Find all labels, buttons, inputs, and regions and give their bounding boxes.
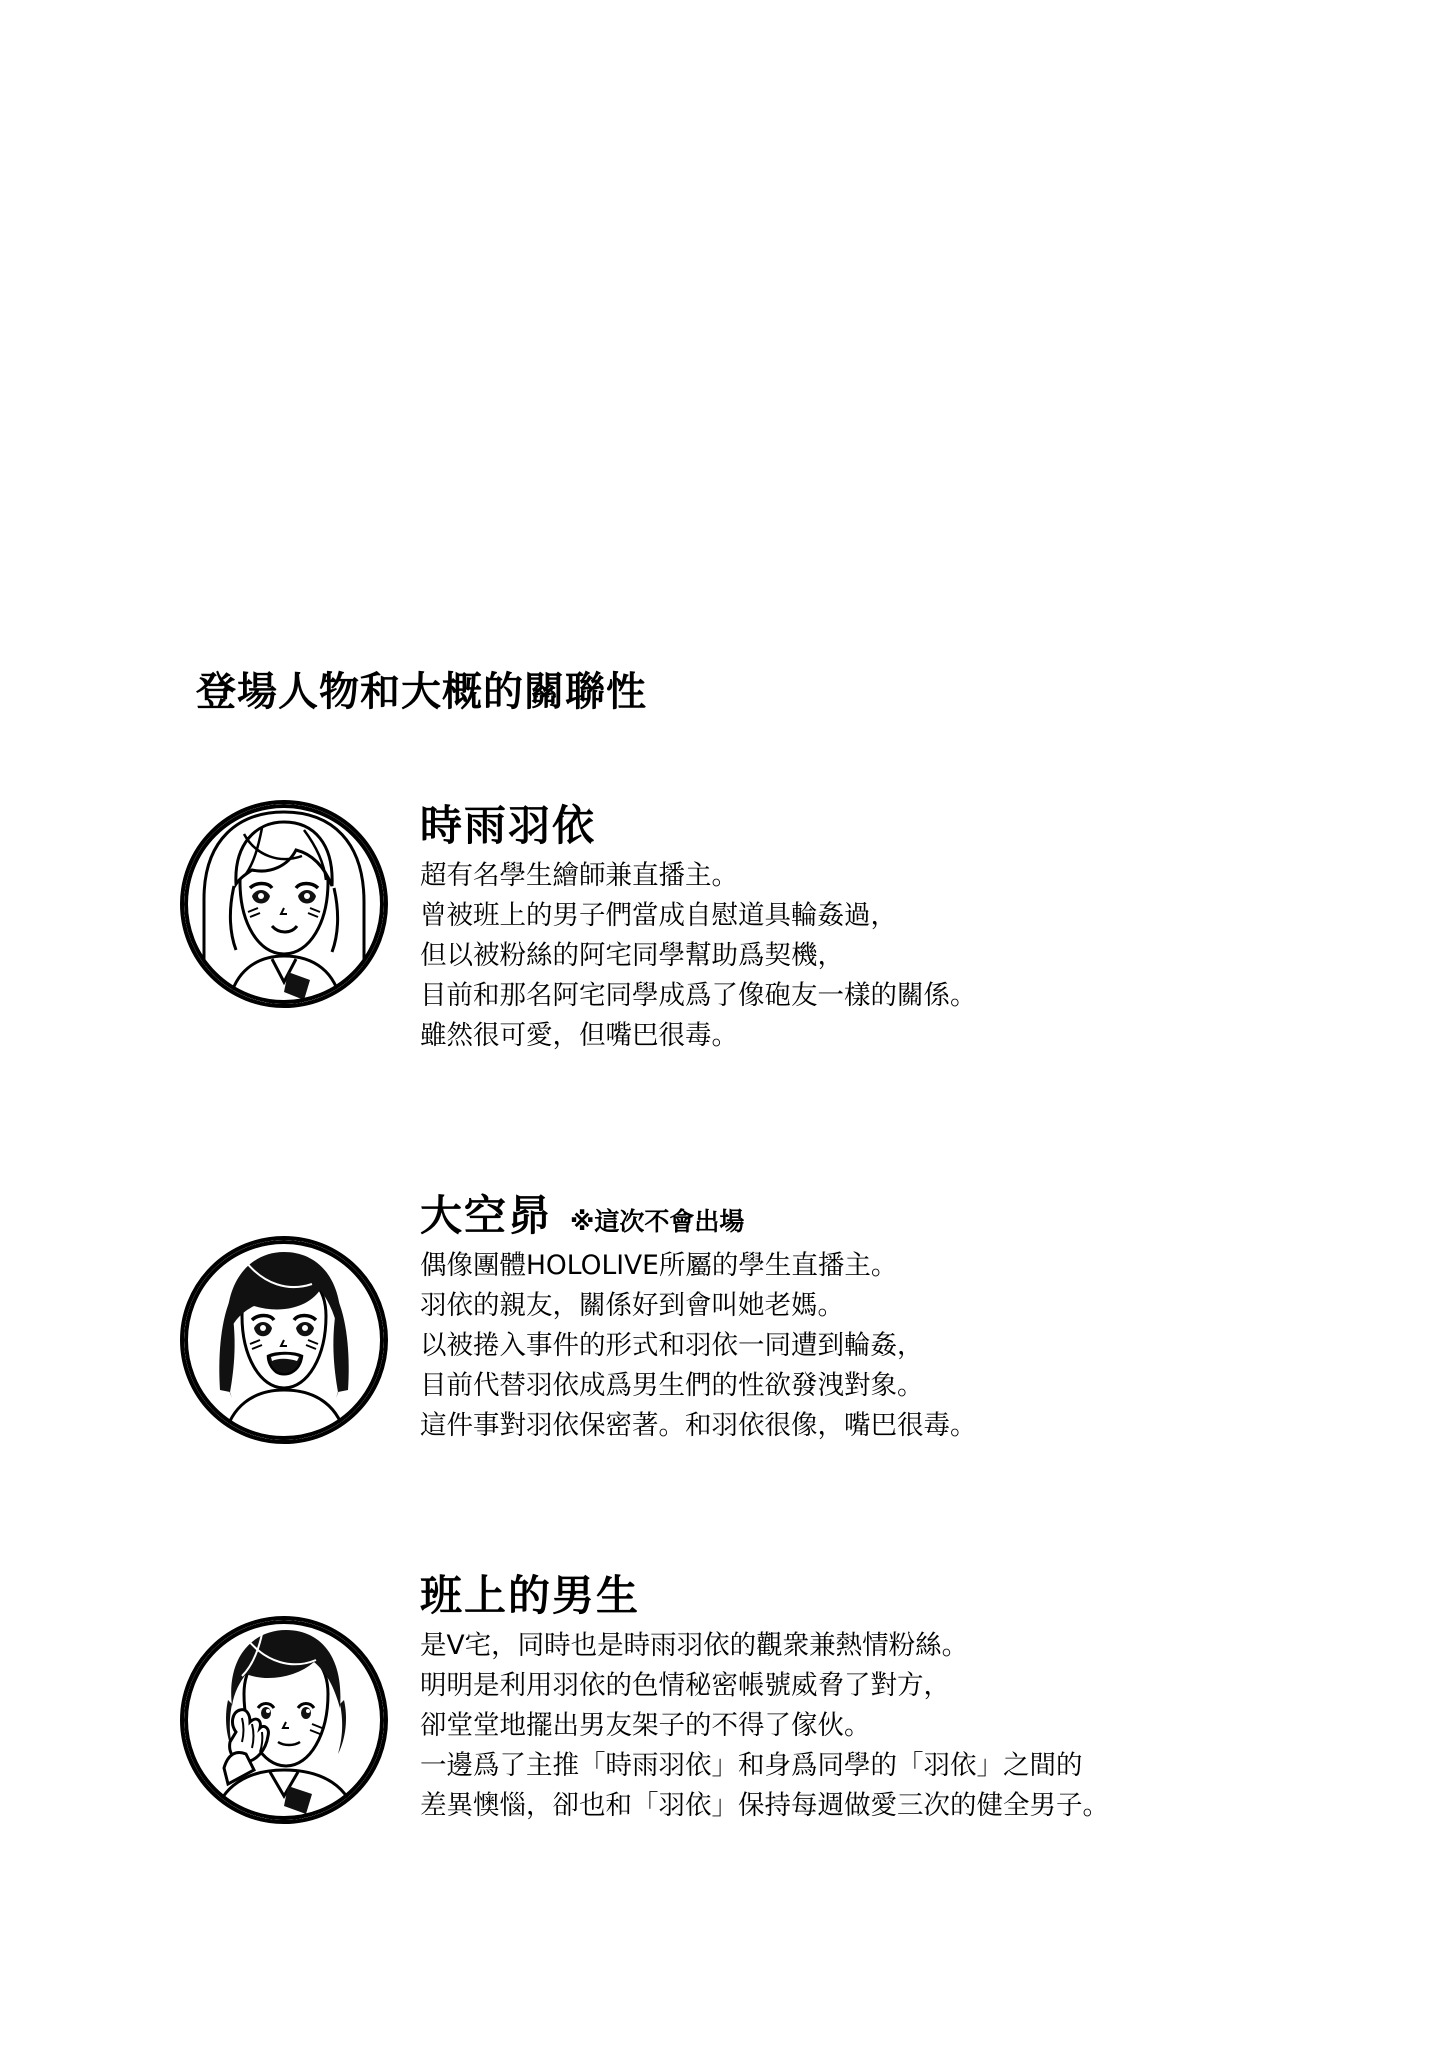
character-entry bbox=[180, 1190, 977, 1446]
character-name: 時雨羽依 bbox=[420, 801, 597, 850]
character-note: ※這次不會出場 bbox=[570, 1207, 745, 1236]
character-text bbox=[420, 1570, 1109, 1826]
description-line: 以被捲入事件的形式和羽依一同遭到輪姦， bbox=[420, 1330, 924, 1362]
description-line: 這件事對羽依保密著。和羽依很像，嘴巴很毒。 bbox=[420, 1410, 977, 1442]
boy-hand-on-cheek-avatar bbox=[180, 1616, 388, 1824]
character-description bbox=[420, 1246, 977, 1446]
description-line: 羽依的親友，關係好到會叫她老媽。 bbox=[420, 1290, 844, 1322]
description-line: 曾被班上的男子們當成自慰道具輪姦過， bbox=[420, 900, 897, 932]
character-name-row bbox=[420, 1572, 1109, 1620]
character-text bbox=[420, 1190, 977, 1446]
character-name-row bbox=[420, 802, 977, 850]
description-line: 目前和那名阿宅同學成爲了像砲友一樣的關係。 bbox=[420, 980, 977, 1012]
description-line: 是V宅，同時也是時雨羽依的觀衆兼熱情粉絲。 bbox=[420, 1630, 969, 1662]
character-name-row bbox=[420, 1192, 977, 1240]
description-line: 卻堂堂地擺出男友架子的不得了傢伙。 bbox=[420, 1710, 871, 1742]
description-line: 雖然很可愛，但嘴巴很毒。 bbox=[420, 1020, 738, 1052]
description-line: 但以被粉絲的阿宅同學幫助爲契機， bbox=[420, 940, 844, 972]
page-title: 登場人物和大概的關聯性 bbox=[196, 669, 647, 715]
description-line: 一邊爲了主推「時雨羽依」和身爲同學的「羽依」之間的 bbox=[420, 1750, 1083, 1782]
girl-short-hair-smiling-avatar bbox=[180, 800, 388, 1008]
character-description bbox=[420, 1626, 1109, 1826]
description-line: 差異懊惱，卻也和「羽依」保持每週做愛三次的健全男子。 bbox=[420, 1790, 1109, 1822]
character-description bbox=[420, 856, 977, 1056]
character-text bbox=[420, 800, 977, 1056]
description-line: 偶像團體HOLOLIVE所屬的學生直播主。 bbox=[420, 1250, 898, 1282]
character-name: 大空昴 bbox=[420, 1191, 553, 1240]
description-line: 目前代替羽依成爲男生們的性欲發洩對象。 bbox=[420, 1370, 924, 1402]
character-entry bbox=[180, 800, 977, 1056]
character-entry bbox=[180, 1570, 1109, 1826]
character-name: 班上的男生 bbox=[420, 1571, 641, 1620]
description-line: 明明是利用羽依的色情秘密帳號威脅了對方， bbox=[420, 1670, 950, 1702]
description-line: 超有名學生繪師兼直播主。 bbox=[420, 860, 738, 892]
girl-black-short-hair-open-mouth-avatar bbox=[180, 1236, 388, 1444]
